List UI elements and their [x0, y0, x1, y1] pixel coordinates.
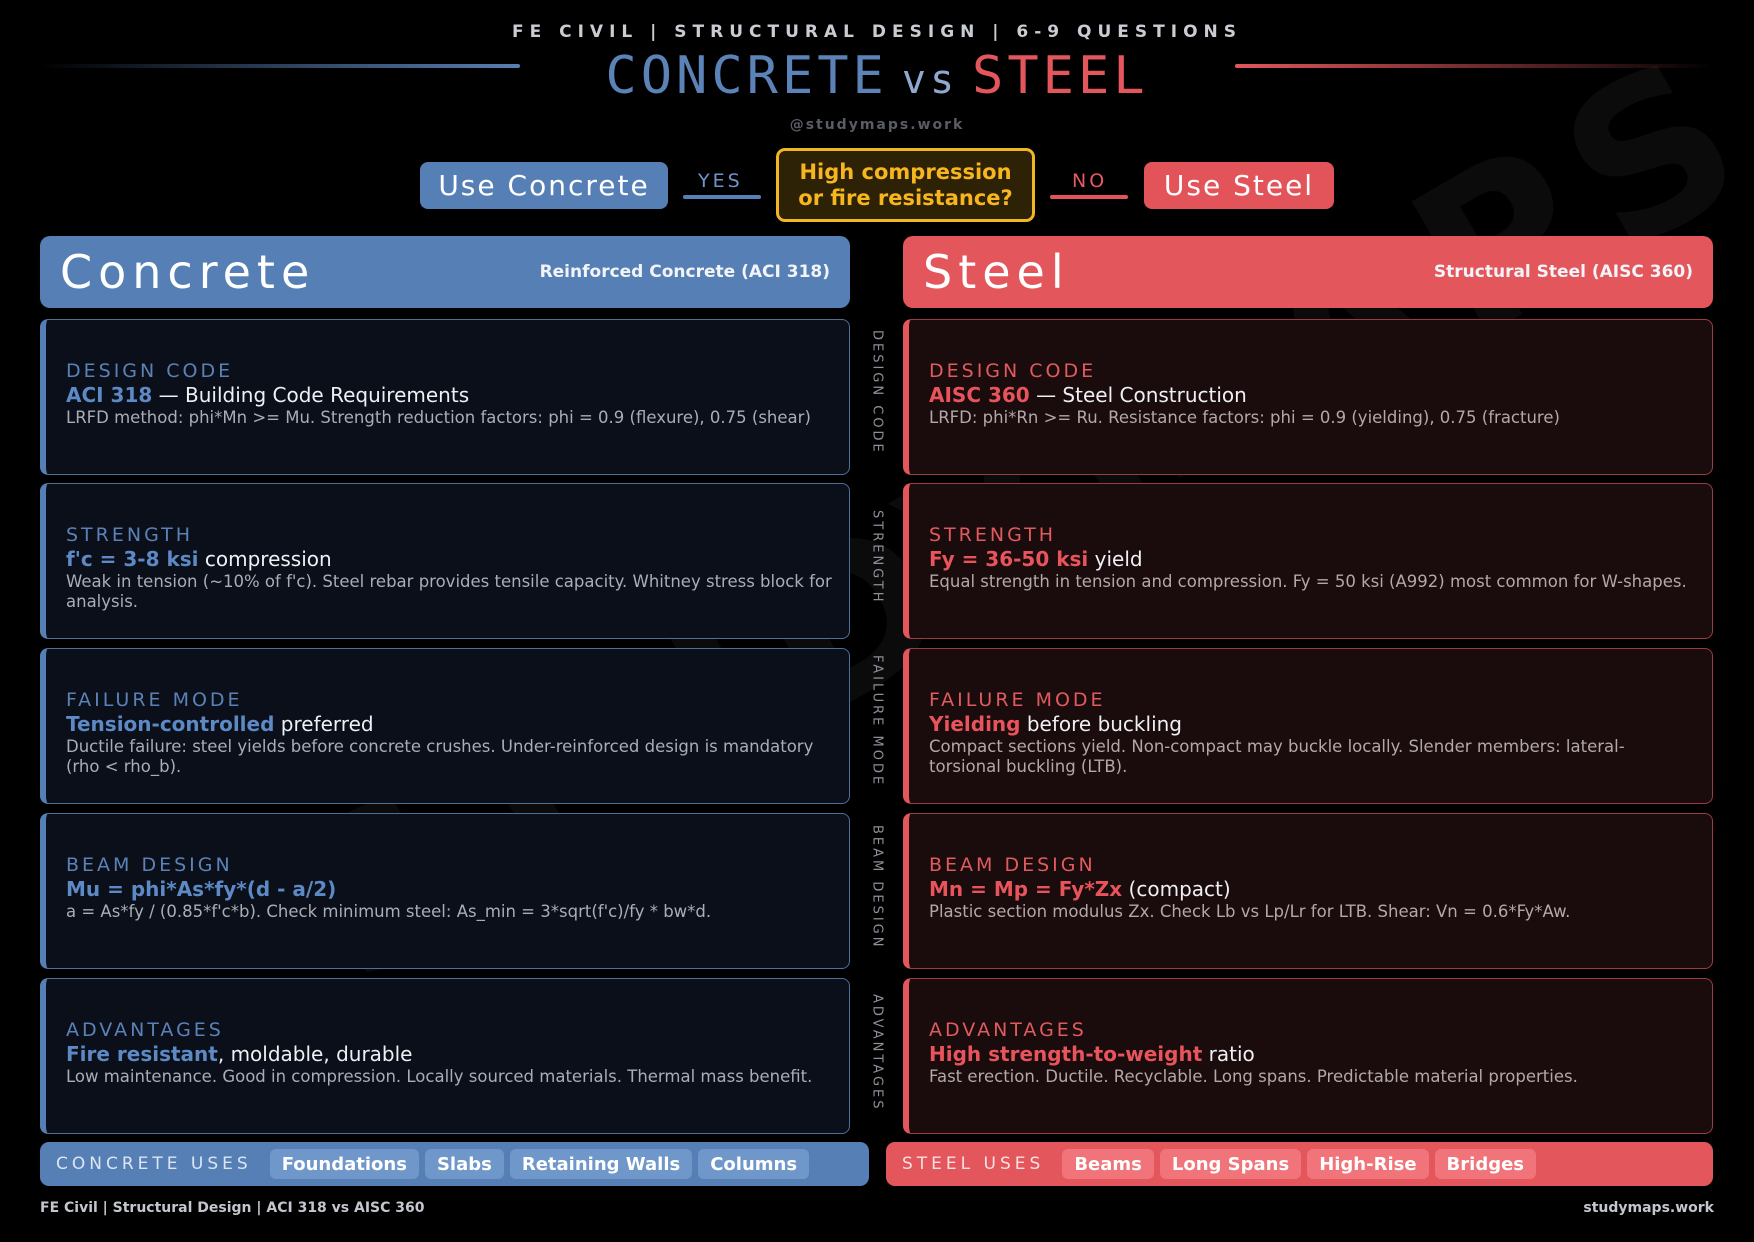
yes-label: YES: [698, 170, 743, 192]
steel-subtitle: Structural Steel (AISC 360): [1433, 262, 1693, 282]
steel-uses-label: STEEL USES: [902, 1154, 1045, 1174]
use-chip: Beams: [1062, 1149, 1154, 1179]
card-main: [929, 1041, 1712, 1067]
card-label: ADVANTAGES: [929, 1019, 1087, 1041]
card-main: [66, 1041, 849, 1067]
card-main-rest: — Building Code Requirements: [152, 383, 470, 407]
steel-card-strength: [903, 483, 1713, 639]
card-main: [929, 876, 1712, 902]
decision-line-2: or fire resistance?: [798, 186, 1013, 210]
card-main-rest: yield: [1088, 547, 1143, 571]
card-label: FAILURE MODE: [66, 689, 243, 711]
card-description: Fast erection. Ductile. Recyclable. Long spans. Predictable material properties.: [929, 1067, 1578, 1086]
card-main: [929, 546, 1712, 572]
footer-left: FE Civil | Structural Design | ACI 318 vs AISC 360: [40, 1200, 425, 1216]
footer-right: studymaps.work: [1583, 1200, 1714, 1216]
title-vs: vs: [901, 57, 959, 103]
yes-line: [683, 195, 761, 199]
no-line: [1050, 195, 1128, 199]
card-main-rest: (compact): [1122, 877, 1231, 901]
card-label: BEAM DESIGN: [66, 854, 233, 876]
use-chip: Foundations: [270, 1149, 419, 1179]
title-steel: STEEL: [972, 46, 1149, 106]
card-label: ADVANTAGES: [66, 1019, 224, 1041]
card-highlight: ACI 318: [66, 383, 153, 407]
decision-line-1: High compression: [799, 160, 1012, 184]
steel-card-design-code: [903, 319, 1713, 475]
concrete-uses-label: CONCRETE USES: [56, 1154, 252, 1174]
card-highlight: AISC 360: [929, 383, 1030, 407]
center-label-advantages: ADVANTAGES: [869, 994, 885, 1112]
steel-header: [903, 236, 1713, 308]
card-description: LRFD: phi*Rn >= Ru. Resistance factors: phi = 0.9 (yielding), 0.75 (fracture): [929, 408, 1560, 427]
no-label: NO: [1072, 170, 1108, 192]
card-main: [929, 711, 1712, 737]
card-main: [929, 382, 1712, 408]
use-steel-pill: Use Steel: [1144, 162, 1334, 209]
card-description: Weak in tension (~10% of f'c). Steel rebar provides tensile capacity. Whitney stress block for analysis.: [66, 572, 832, 611]
steel-card-failure-mode: [903, 648, 1713, 804]
card-label: DESIGN CODE: [929, 360, 1097, 382]
card-main-rest: preferred: [274, 712, 374, 736]
card-label: BEAM DESIGN: [929, 854, 1096, 876]
concrete-uses-bar: [40, 1142, 869, 1186]
center-label-design-code: DESIGN CODE: [869, 330, 885, 455]
card-description: a = As*fy / (0.85*f'c*b). Check minimum steel: As_min = 3*sqrt(f'c)/fy * bw*d.: [66, 902, 712, 921]
steel-card-advantages: [903, 978, 1713, 1134]
concrete-card-design-code: [40, 319, 850, 475]
topline: FE CIVIL | STRUCTURAL DESIGN | 6-9 QUESTIONS: [511, 22, 1243, 42]
use-chip: High-Rise: [1307, 1149, 1428, 1179]
concrete-card-beam-design: [40, 813, 850, 969]
card-highlight: Mu = phi*As*fy*(d - a/2): [66, 877, 337, 901]
card-highlight: Tension-controlled: [66, 712, 275, 736]
card-description: Compact sections yield. Non-compact may buckle locally. Slender members: lateral-torsional buckling (LTB).: [929, 737, 1625, 776]
concrete-header: [40, 236, 850, 308]
use-chip: Long Spans: [1160, 1149, 1301, 1179]
card-description: Plastic section modulus Zx. Check Lb vs Lp/Lr for LTB. Shear: Vn = 0.6*Fy*Aw.: [929, 902, 1571, 921]
card-main: [66, 711, 849, 737]
title-concrete: CONCRETE: [605, 46, 888, 106]
card-main: [66, 546, 849, 572]
steel-card-beam-design: [903, 813, 1713, 969]
concrete-subtitle: Reinforced Concrete (ACI 318): [539, 262, 830, 282]
use-chip: Columns: [698, 1149, 809, 1179]
card-highlight: Yielding: [929, 712, 1021, 736]
card-description: Low maintenance. Good in compression. Locally sourced materials. Thermal mass benefit.: [66, 1067, 813, 1086]
card-label: DESIGN CODE: [66, 360, 234, 382]
use-chip: Bridges: [1435, 1149, 1536, 1179]
concrete-card-failure-mode: [40, 648, 850, 804]
center-label-failure-mode: FAILURE MODE: [869, 655, 885, 788]
card-description: LRFD method: phi*Mn >= Mu. Strength reduction factors: phi = 0.9 (flexure), 0.75 (shear): [66, 408, 811, 427]
card-highlight: Mn = Mp = Fy*Zx: [929, 877, 1123, 901]
use-chip: Slabs: [425, 1149, 504, 1179]
concrete-card-advantages: [40, 978, 850, 1134]
card-highlight: High strength-to-weight: [929, 1042, 1203, 1066]
card-highlight: Fire resistant: [66, 1042, 218, 1066]
card-main-rest: ratio: [1202, 1042, 1255, 1066]
card-label: STRENGTH: [66, 524, 194, 546]
use-concrete-pill: Use Concrete: [420, 162, 668, 209]
center-label-beam-design: BEAM DESIGN: [869, 825, 885, 950]
concrete-title: Concrete: [60, 245, 316, 299]
card-label: STRENGTH: [929, 524, 1057, 546]
card-description: Equal strength in tension and compression. Fy = 50 ksi (A992) most common for W-shapes.: [929, 572, 1687, 591]
card-label: FAILURE MODE: [929, 689, 1106, 711]
card-main-rest: — Steel Construction: [1029, 383, 1247, 407]
card-highlight: Fy = 36-50 ksi: [929, 547, 1089, 571]
concrete-card-strength: [40, 483, 850, 639]
card-main-rest: compression: [198, 547, 332, 571]
steel-uses-bar: [886, 1142, 1713, 1186]
card-main-rest: before buckling: [1020, 712, 1182, 736]
card-description: Ductile failure: steel yields before concrete crushes. Under-reinforced design is mandatory (rho < rho_b).: [66, 737, 814, 776]
use-chip: Retaining Walls: [510, 1149, 692, 1179]
steel-title: Steel: [923, 245, 1070, 299]
handle: @studymaps.work: [789, 117, 965, 133]
card-main-rest: , moldable, durable: [217, 1042, 413, 1066]
card-main: [66, 382, 849, 408]
center-label-strength: STRENGTH: [869, 510, 885, 605]
card-highlight: f'c = 3-8 ksi: [66, 547, 199, 571]
card-main: [66, 876, 849, 902]
decision-box: [776, 148, 1035, 222]
page-title: [0, 46, 1754, 110]
